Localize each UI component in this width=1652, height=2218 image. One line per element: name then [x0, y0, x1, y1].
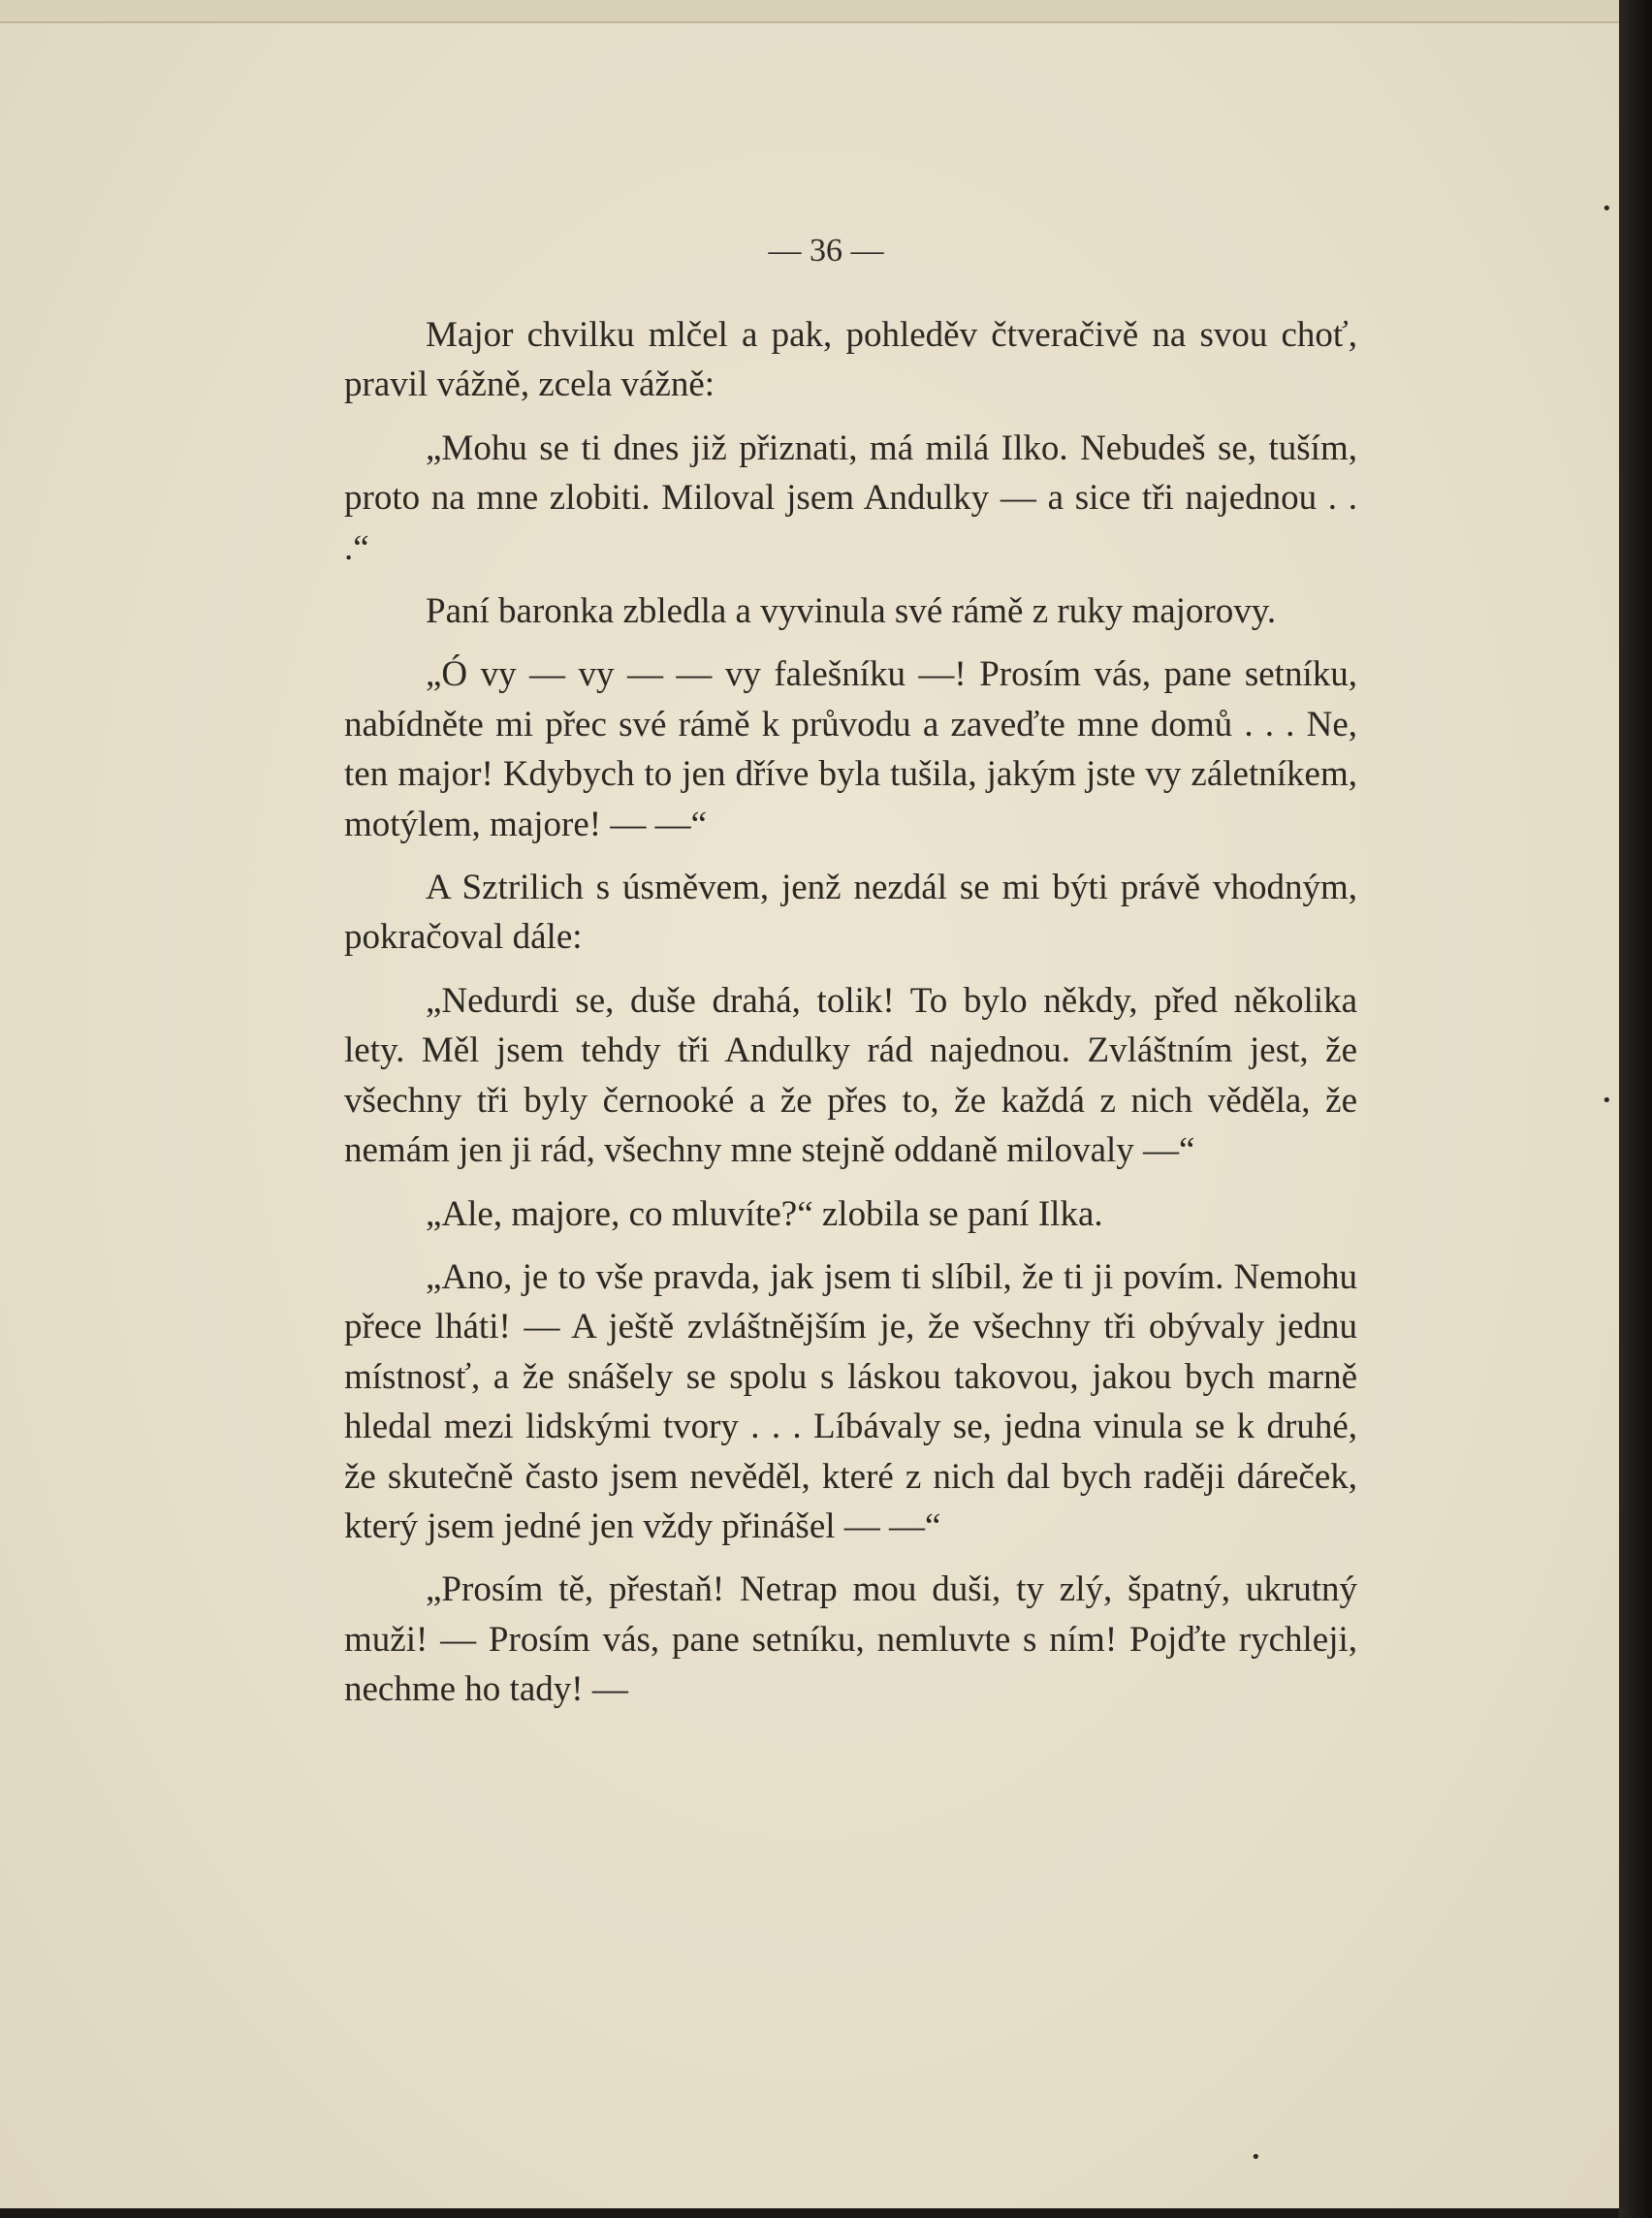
body-text: [344, 310, 1357, 1715]
page-top-edge: [0, 0, 1619, 23]
paragraph-1: Major chvilku mlčel a pak, pohleděv čtveračivě na svou choť, pravil vážně, zcela vážně:: [344, 315, 1357, 405]
paragraph-8: „Ano, je to vše pravda, jak jsem ti slíbil, že ti ji povím. Nemohu přece lháti! — A ještě zvláštnějším je, že všechny tři obývaly jednu místnosť, a že snášely se spolu s láskou takovou, jakou bych marně hledal mezi lidskými tvory . . . Líbávaly se, jedna vinula se k druhé, že skutečně často jsem nevěděl, které z nich dal bych raději dáreček, který jsem jedné jen vždy přinášel — —“: [344, 1256, 1357, 1546]
page-number: — 36 —: [768, 233, 884, 269]
margin-speck: •: [1602, 199, 1612, 219]
paragraph-2: „Mohu se ti dnes již přiznati, má milá Ilko. Nebudeš se, tuším, proto na mne zlobiti. Miloval jsem Andulky — a sice tři najednou . . .“: [344, 428, 1357, 568]
margin-speck: •: [1602, 1091, 1612, 1111]
book-spine-shadow: [1619, 0, 1652, 2218]
paragraph-5: A Sztrilich s úsměvem, jenž nezdál se mi býti právě vhodným, pokračoval dále:: [344, 868, 1357, 958]
paragraph-9: „Prosím tě, přestaň! Netrap mou duši, ty zlý, špatný, ukrutný muži! — Prosím vás, pane setníku, nemluvte s ním! Pojďte rychleji, nechme ho tady! —: [344, 1569, 1357, 1710]
stray-ink-dot: •: [1251, 2147, 1261, 2168]
paragraph-6: „Nedurdi se, duše drahá, tolik! To bylo někdy, před několika lety. Měl jsem tehdy tři Andulky rád najednou. Zvláštním jest, že všechny tři byly černooké a že přes to, že každá z nich věděla, že nemám jen ji rád, všechny mne stejně oddaně milovaly —“: [344, 980, 1357, 1171]
paragraph-7: „Ale, majore, co mluvíte?“ zlobila se paní Ilka.: [426, 1193, 1103, 1234]
paragraph-3: Paní baronka zbledla a vyvinula své rámě z ruky majorovy.: [426, 591, 1277, 632]
paragraph-4: „Ó vy — vy — — vy falešníku —! Prosím vás, pane setníku, nabídněte mi přec své rámě k průvodu a zaveďte mne domů . . . Ne, ten major! Kdybych to jen dříve byla tušila, jakým jste vy záletníkem, motýlem, majore! — —“: [344, 654, 1357, 844]
